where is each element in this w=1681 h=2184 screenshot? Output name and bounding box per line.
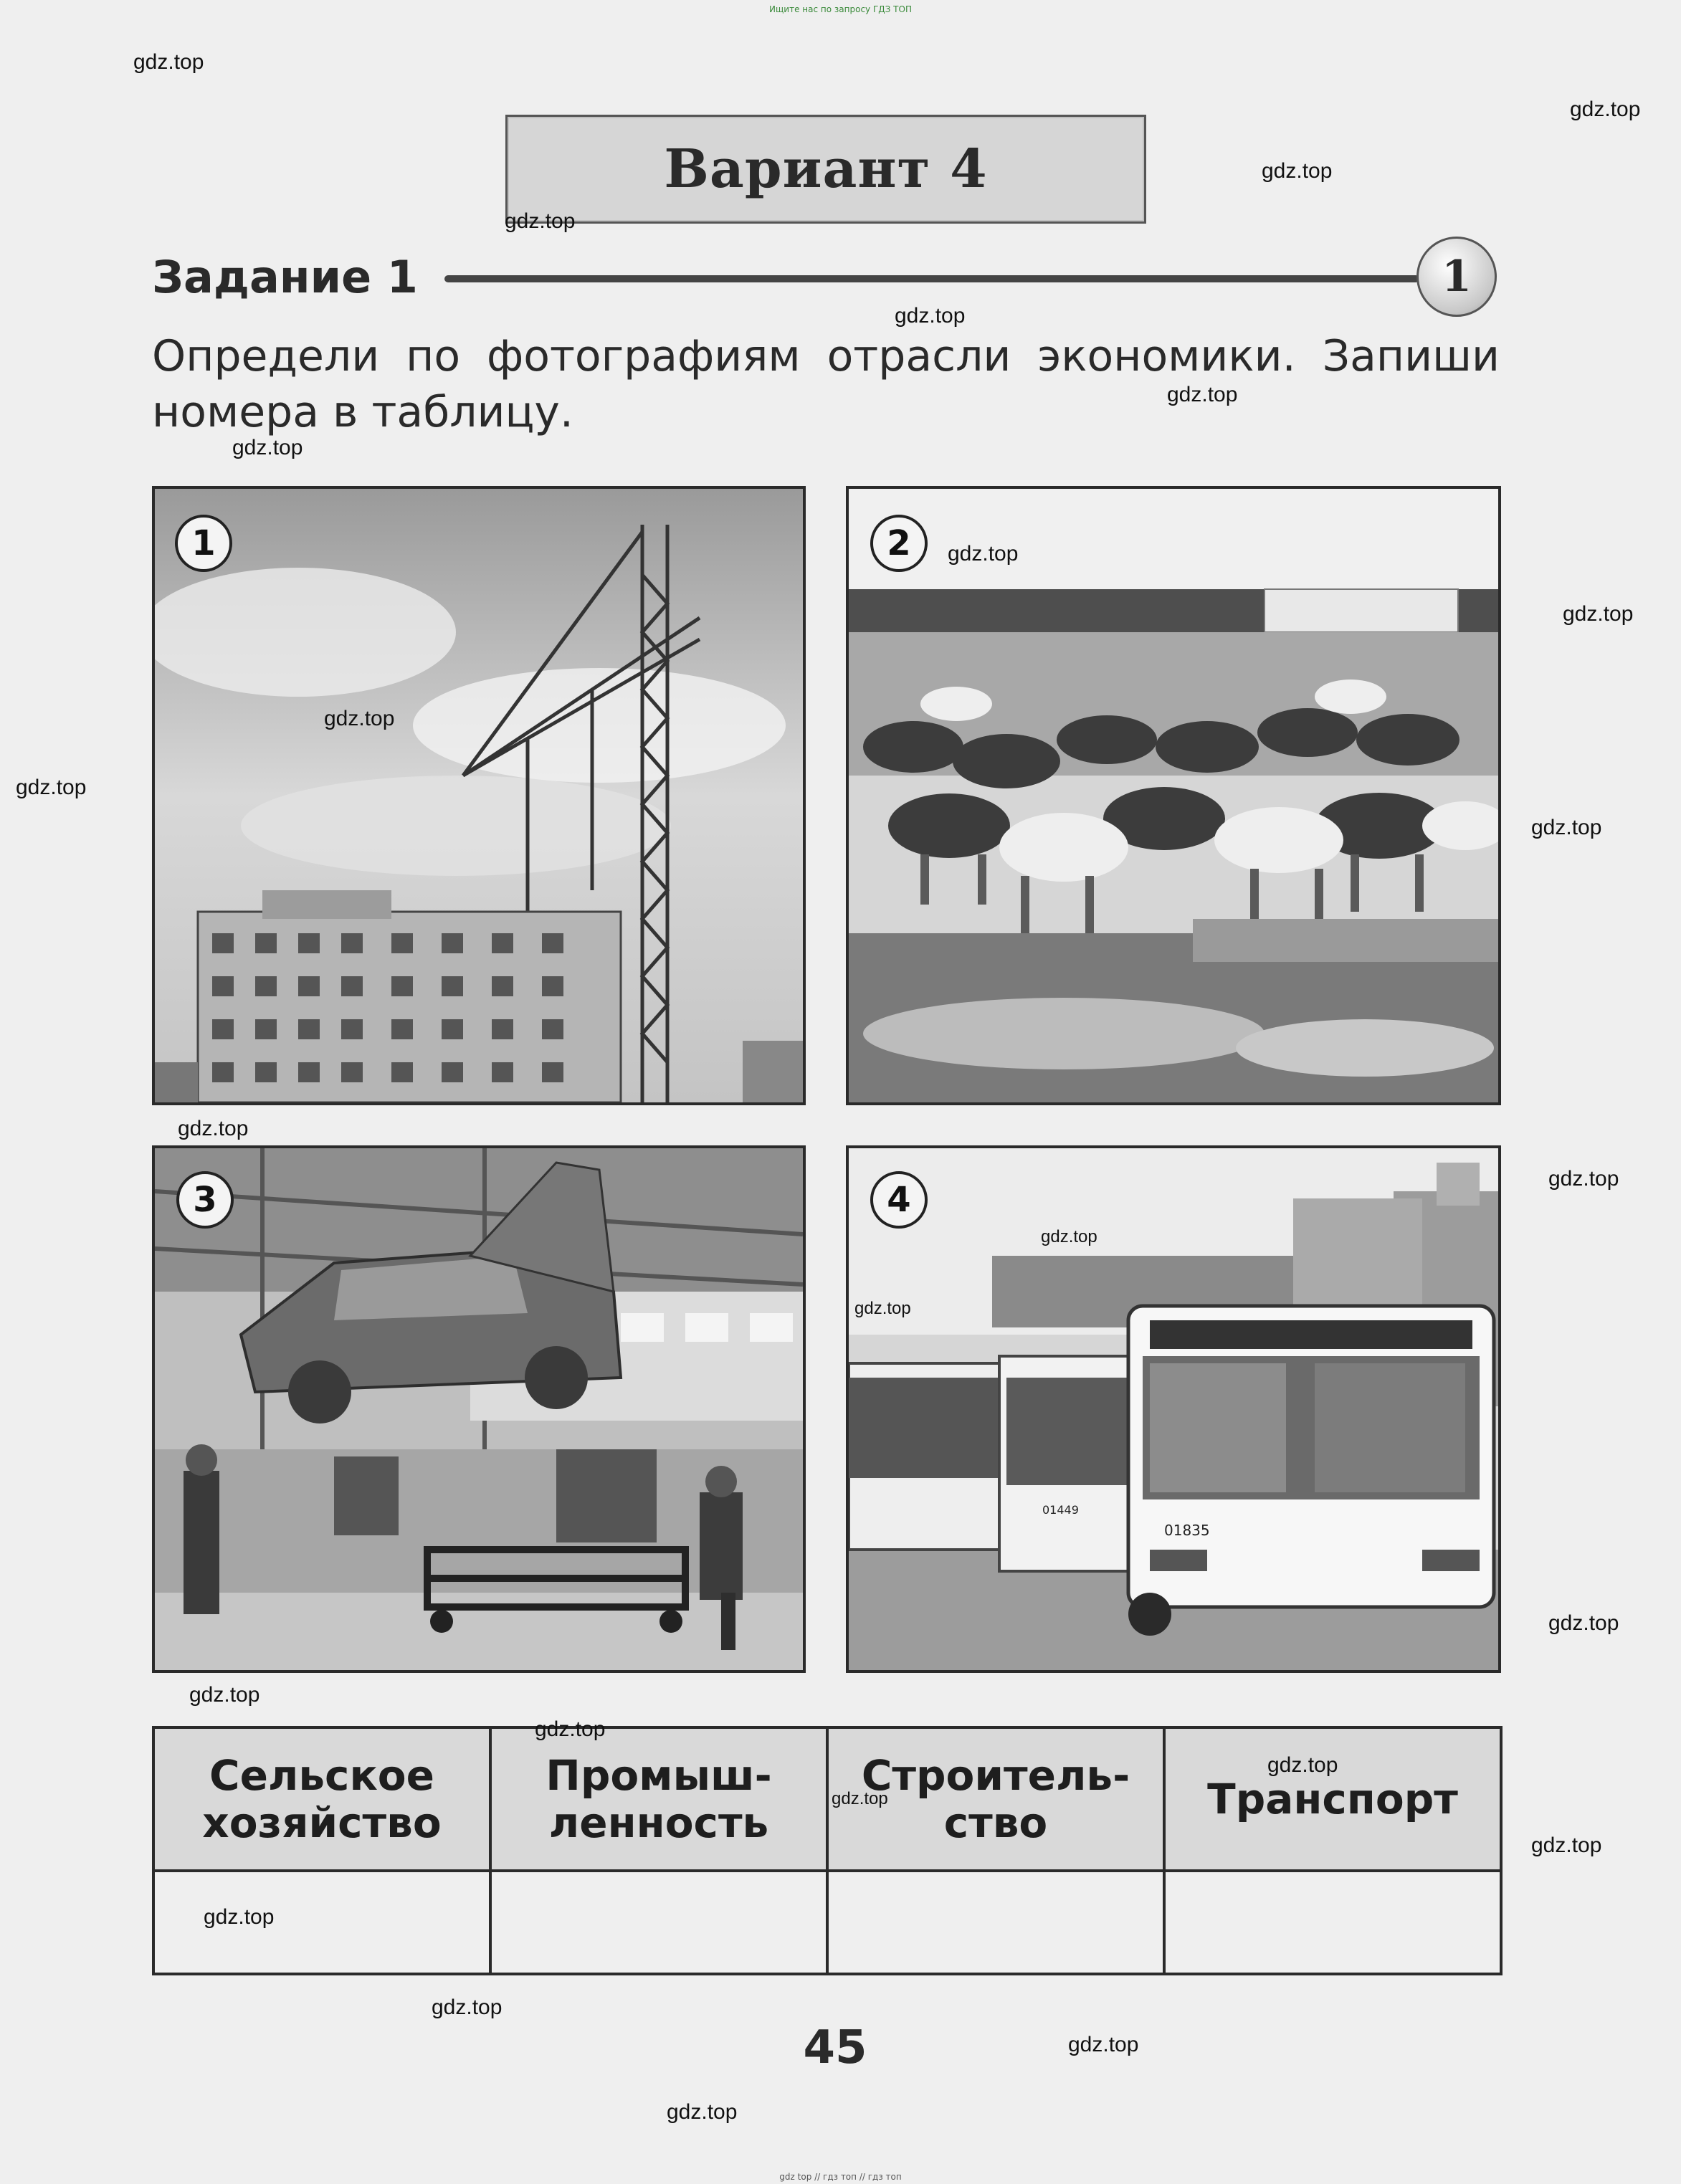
photo-transport <box>846 1145 1501 1673</box>
watermark: gdz.top <box>1167 383 1238 406</box>
page-number: 45 <box>803 2021 867 2074</box>
photo-industry <box>152 1145 806 1673</box>
watermark: gdz.top <box>1548 1611 1619 1635</box>
city-buses-image <box>849 1148 1498 1670</box>
watermark: gdz.top <box>204 1905 275 1929</box>
watermark: gdz.top <box>832 1789 888 1808</box>
cows-image <box>849 489 1498 1102</box>
header-agriculture: Сельское хозяйство <box>153 1727 490 1871</box>
watermark: gdz.top <box>1531 1833 1602 1857</box>
watermark: gdz.top <box>667 2100 738 2124</box>
watermark: gdz.top <box>1262 159 1333 183</box>
photo-number-3: 3 <box>176 1171 234 1229</box>
photo-number-1: 1 <box>175 515 232 572</box>
task-title: Задание 1 <box>152 251 418 303</box>
answer-cell-transport[interactable] <box>1164 1871 1501 1974</box>
header-industry: Промыш- ленность <box>490 1727 827 1871</box>
construction-image <box>155 489 803 1102</box>
answer-cell-construction[interactable] <box>827 1871 1164 1974</box>
watermark: gdz.top <box>133 50 204 74</box>
photo-number-2: 2 <box>870 515 928 572</box>
watermark: gdz.top <box>1041 1227 1097 1246</box>
watermark: gdz.top <box>324 707 395 730</box>
watermark: gdz.top <box>505 209 576 233</box>
bus-number-1: 01835 <box>1164 1522 1210 1539</box>
variant-title: Вариант 4 <box>505 115 1146 224</box>
bus-number-2: 01449 <box>1042 1503 1079 1517</box>
header-construction: Строитель- ство <box>827 1727 1164 1871</box>
watermark: gdz.top <box>16 776 87 799</box>
task-instruction: Определи по фотографиям отрасли экономики. Запиши номера в таблицу. <box>152 331 1500 437</box>
watermark: gdz.top <box>854 1299 911 1318</box>
top-note: Ищите нас по запросу ГДЗ ТОП <box>769 4 912 14</box>
watermark: gdz.top <box>1267 1753 1338 1777</box>
watermark: gdz.top <box>178 1117 249 1140</box>
score-badge: 1 <box>1416 237 1497 317</box>
header-transport: Транспорт <box>1164 1727 1501 1871</box>
table-answer-row <box>153 1871 1501 1974</box>
watermark: gdz.top <box>232 436 303 459</box>
bottom-note: gdz top // гдз топ // гдз топ <box>779 2172 902 2182</box>
watermark: gdz.top <box>948 542 1019 566</box>
watermark: gdz.top <box>1068 2033 1139 2056</box>
watermark: gdz.top <box>535 1717 606 1741</box>
watermark: gdz.top <box>1531 816 1602 839</box>
watermark: gdz.top <box>895 304 966 328</box>
watermark: gdz.top <box>1563 602 1634 626</box>
photo-construction <box>152 486 806 1105</box>
watermark: gdz.top <box>189 1683 260 1707</box>
task-divider <box>444 275 1419 282</box>
answer-cell-industry[interactable] <box>490 1871 827 1974</box>
photo-agriculture <box>846 486 1501 1105</box>
watermark: gdz.top <box>1548 1167 1619 1191</box>
watermark: gdz.top <box>432 1995 503 2019</box>
table-header-row <box>153 1727 1501 1871</box>
photo-number-4: 4 <box>870 1171 928 1229</box>
watermark: gdz.top <box>1570 97 1641 121</box>
car-factory-image <box>155 1148 803 1670</box>
